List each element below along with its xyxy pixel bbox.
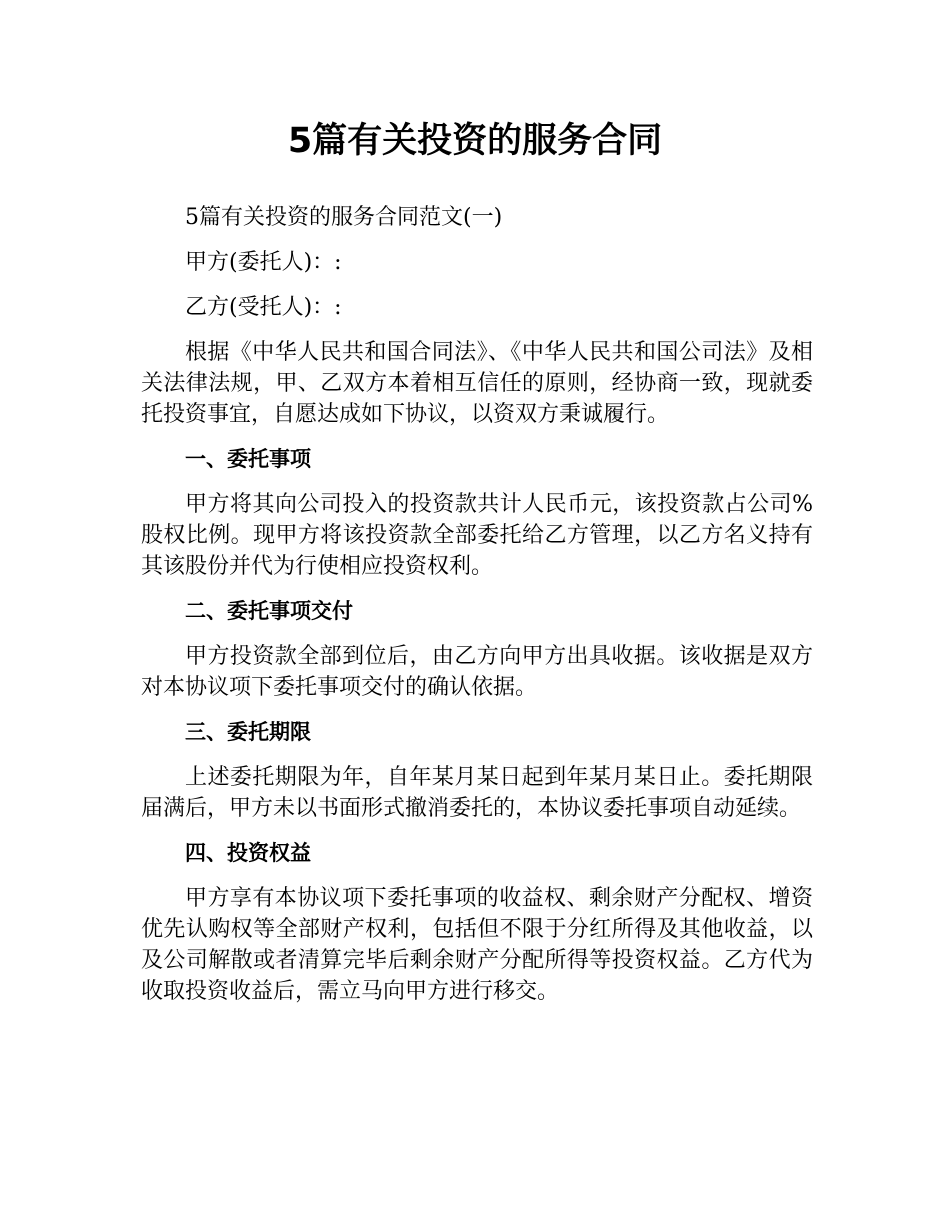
party-a-line: 甲方(委托人)：: <box>185 250 342 275</box>
section-heading-delivery: 二、委托事项交付 <box>185 599 353 623</box>
document-title: 5篇有关投资的服务合同 <box>287 121 663 161</box>
section-heading-term: 三、委托期限 <box>185 720 311 744</box>
section-text-term: 上述委托期限为年，自年某月某日起到年某月某日止。委托期限届满后，甲方未以书面形式撤消委托的，本协议委托事项自动延续。 <box>141 765 813 821</box>
section-text-delegation: 甲方将其向公司投入的投资款共计人民币元，该投资款占公司%股权比例。现甲方将该投资款全部委托给乙方管理，以乙方名义持有其该股份并代为行使相应投资权利。 <box>141 492 813 579</box>
document-body <box>141 202 813 1021</box>
section-text-delivery: 甲方投资款全部到位后，由乙方向甲方出具收据。该收据是双方对本协议项下委托事项交付的确认依据。 <box>141 644 813 700</box>
document-subtitle: 5篇有关投资的服务合同范文(一) <box>185 205 503 230</box>
section-heading-delegation: 一、委托事项 <box>185 447 311 471</box>
party-b-line: 乙方(受托人)：: <box>185 295 342 320</box>
preamble-paragraph: 根据《中华人民共和国合同法》、《中华人民共和国公司法》及相关法律法规，甲、乙双方本着相互信任的原则，经协商一致，现就委托投资事宜，自愿达成如下协议，以资双方秉诚履行。 <box>141 340 813 427</box>
section-text-rights: 甲方享有本协议项下委托事项的收益权、剩余财产分配权、增资优先认购权等全部财产权利，包括但不限于分红所得及其他收益，以及公司解散或者清算完毕后剩余财产分配所得等投资权益。乙方代为收取投资收益后，需立马向甲方进行移交。 <box>141 886 813 1004</box>
section-heading-rights: 四、投资权益 <box>185 841 311 865</box>
